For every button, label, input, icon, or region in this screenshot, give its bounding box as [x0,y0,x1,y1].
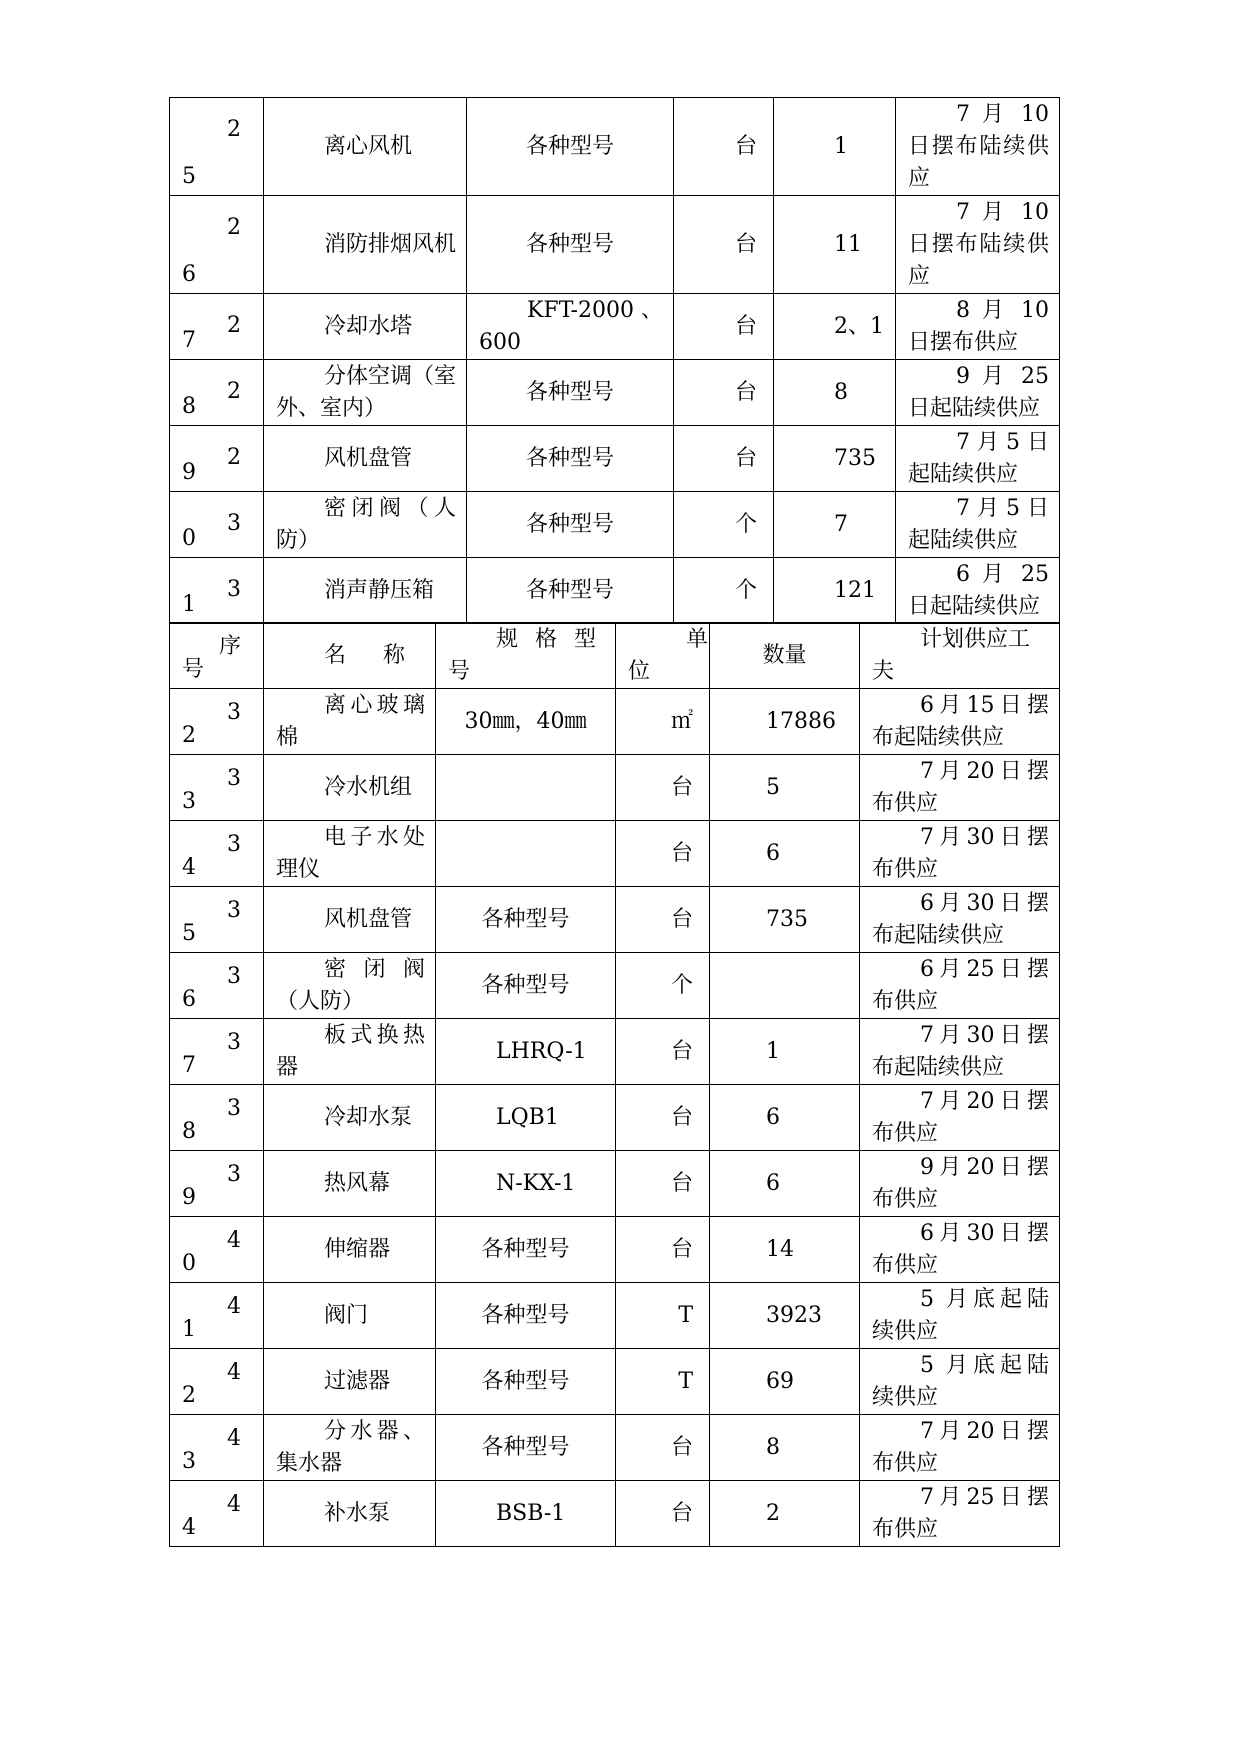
item-spec: BSB-1 [436,1481,616,1547]
item-name: 离心风机 [264,98,467,196]
item-name: 板式换热器 [264,1019,436,1085]
item-spec: 各种型号 [467,196,674,294]
item-qty: 17886 [710,689,860,755]
table-row [170,887,1060,953]
table-row [170,360,1060,426]
item-spec: N-KX-1 [436,1151,616,1217]
item-unit: ㎡ [616,689,710,755]
row-number [170,426,264,492]
item-qty: 6 [710,1151,860,1217]
item-qty: 5 [710,755,860,821]
item-name: 冷水机组 [264,755,436,821]
row-number [170,294,264,360]
header-seq-1: 序 [218,634,241,659]
supply-date: 6月30日摆布起陆续供应 [860,887,1060,953]
item-unit: 台 [616,1217,710,1283]
row-number-tens: 3 [227,700,241,725]
supply-date: 7月30日摆布起陆续供应 [860,1019,1060,1085]
table-row [170,1217,1060,1283]
item-name: 消防排烟风机 [264,196,467,294]
item-unit: T [616,1349,710,1415]
supply-date: 7月5日起陆续供应 [896,426,1060,492]
item-unit: 台 [616,1151,710,1217]
supply-date: 7 月 10 日摆布陆续供应 [896,98,1060,196]
row-number [170,360,264,426]
row-number-tens: 4 [227,1426,241,1451]
table-row [170,1283,1060,1349]
item-unit: 台 [674,196,774,294]
supply-date: 7月20日摆布供应 [860,1415,1060,1481]
item-qty: 14 [710,1217,860,1283]
item-qty: 3923 [710,1283,860,1349]
item-qty: 7 [774,492,896,558]
supply-date: 6月15日摆布起陆续供应 [860,689,1060,755]
row-number [170,1349,264,1415]
row-number-ones: 5 [182,164,196,189]
item-qty: 121 [774,558,896,624]
item-qty: 2、1 [774,294,896,360]
table-row [170,1415,1060,1481]
row-number-tens: 3 [227,766,241,791]
row-number-tens: 3 [227,832,241,857]
item-qty: 69 [710,1349,860,1415]
row-number-ones: 9 [182,460,196,485]
row-number-tens: 4 [227,1294,241,1319]
header-date: 计划供应工夫 [860,623,1060,689]
row-number [170,1481,264,1547]
item-unit: 个 [674,558,774,624]
table-row [170,294,1060,360]
table-row [170,821,1060,887]
item-name: 电子水处理仪 [264,821,436,887]
table-row [170,1085,1060,1151]
item-unit: 台 [616,887,710,953]
row-number-tens: 3 [227,1030,241,1055]
item-spec: 各种型号 [467,98,674,196]
row-number-tens: 3 [227,1162,241,1187]
row-number [170,953,264,1019]
item-name: 风机盘管 [264,887,436,953]
item-spec: 各种型号 [436,1217,616,1283]
row-number-ones: 1 [182,592,196,617]
item-unit: 台 [674,294,774,360]
row-number-ones: 9 [182,1185,196,1210]
item-spec: LHRQ-1 [436,1019,616,1085]
row-number [170,1019,264,1085]
row-number-ones: 6 [182,262,196,287]
table-row [170,426,1060,492]
row-number-ones: 0 [182,1251,196,1276]
row-number [170,1283,264,1349]
table-row [170,1019,1060,1085]
row-number-tens: 3 [227,577,241,602]
row-number-ones: 2 [182,1383,196,1408]
row-number-ones: 3 [182,1449,196,1474]
header-spec: 规 格 型号 [436,623,616,689]
table-row [170,558,1060,624]
row-number-ones: 4 [182,855,196,880]
item-qty: 8 [774,360,896,426]
item-name: 过滤器 [264,1349,436,1415]
row-number-tens: 2 [227,117,241,142]
item-spec: 各种型号 [467,492,674,558]
row-number-ones: 5 [182,921,196,946]
item-spec: 各种型号 [467,558,674,624]
table-row [170,98,1060,196]
row-number-tens: 4 [227,1360,241,1385]
row-number [170,492,264,558]
item-name: 风机盘管 [264,426,467,492]
row-number [170,196,264,294]
item-qty: 6 [710,821,860,887]
header-seq [170,623,264,689]
item-spec: 各种型号 [436,953,616,1019]
header-unit: 单位 [616,623,710,689]
row-number-tens: 4 [227,1228,241,1253]
row-number-tens: 3 [227,1096,241,1121]
item-unit: T [616,1283,710,1349]
item-unit: 个 [674,492,774,558]
item-name: 密闭阀（人防） [264,492,467,558]
row-number-ones: 8 [182,1119,196,1144]
item-spec: 各种型号 [436,1283,616,1349]
row-number-ones: 7 [182,1053,196,1078]
row-number-ones: 4 [182,1515,196,1540]
row-number [170,887,264,953]
item-unit: 台 [674,98,774,196]
item-spec: 30㎜，40㎜ [436,689,616,755]
equipment-table-lower [169,622,1060,1547]
item-qty: 1 [710,1019,860,1085]
item-name: 离心玻璃棉 [264,689,436,755]
item-unit: 台 [616,1481,710,1547]
item-unit: 台 [674,360,774,426]
supply-date: 7 月 10 日摆布陆续供应 [896,196,1060,294]
row-number-tens: 3 [227,898,241,923]
header-seq-2: 号 [182,657,205,682]
row-number-ones: 2 [182,723,196,748]
item-qty [710,953,860,1019]
supply-date: 7月25日摆布供应 [860,1481,1060,1547]
item-name: 分水器、集水器 [264,1415,436,1481]
table-row [170,755,1060,821]
item-name: 补水泵 [264,1481,436,1547]
row-number-tens: 3 [227,511,241,536]
item-qty: 6 [710,1085,860,1151]
row-number [170,98,264,196]
item-name: 密 闭 阀（人防） [264,953,436,1019]
item-unit: 台 [674,426,774,492]
item-spec [436,755,616,821]
item-unit: 个 [616,953,710,1019]
row-number-ones: 6 [182,987,196,1012]
item-qty: 735 [710,887,860,953]
item-qty: 735 [774,426,896,492]
row-number-tens: 2 [227,445,241,470]
item-spec: 各种型号 [436,1415,616,1481]
item-unit: 台 [616,1019,710,1085]
item-qty: 2 [710,1481,860,1547]
row-number [170,1151,264,1217]
item-unit: 台 [616,1085,710,1151]
row-number [170,689,264,755]
row-number-ones: 1 [182,1317,196,1342]
item-unit: 台 [616,1415,710,1481]
item-qty: 8 [710,1415,860,1481]
table-row [170,689,1060,755]
item-spec: 各种型号 [467,426,674,492]
supply-date: 7月20日摆布供应 [860,755,1060,821]
item-qty: 11 [774,196,896,294]
row-number-tens: 2 [227,379,241,404]
table-row [170,492,1060,558]
supply-date: 6月30日摆布供应 [860,1217,1060,1283]
item-spec: 各种型号 [436,1349,616,1415]
item-name: 分体空调（室外、室内） [264,360,467,426]
supply-date: 8 月 10 日摆布供应 [896,294,1060,360]
header-name: 名 称 [264,623,436,689]
row-number-ones: 3 [182,789,196,814]
item-name: 冷却水塔 [264,294,467,360]
supply-date: 5 月底起陆续供应 [860,1283,1060,1349]
row-number [170,558,264,624]
table-row [170,1151,1060,1217]
supply-date: 5 月底起陆续供应 [860,1349,1060,1415]
table-row [170,1481,1060,1547]
item-spec: LQB1 [436,1085,616,1151]
row-number-ones: 0 [182,526,196,551]
item-spec: KFT-2000 、600 [467,294,674,360]
table-row [170,196,1060,294]
row-number [170,1415,264,1481]
item-spec: 各种型号 [467,360,674,426]
supply-date: 9月20日摆布供应 [860,1151,1060,1217]
row-number-ones: 8 [182,394,196,419]
row-number-ones: 7 [182,328,196,353]
row-number-tens: 2 [227,215,241,240]
supply-date: 7月5日起陆续供应 [896,492,1060,558]
item-qty: 1 [774,98,896,196]
table-row [170,1349,1060,1415]
row-number [170,755,264,821]
supply-date: 7月20日摆布供应 [860,1085,1060,1151]
header-qty: 数量 [710,623,860,689]
item-name: 冷却水泵 [264,1085,436,1151]
row-number [170,1085,264,1151]
item-unit: 台 [616,821,710,887]
item-name: 伸缩器 [264,1217,436,1283]
row-number [170,1217,264,1283]
item-spec: 各种型号 [436,887,616,953]
table-header-row [170,623,1060,689]
equipment-table-upper [169,97,1060,624]
table-row [170,953,1060,1019]
item-spec [436,821,616,887]
row-number-tens: 2 [227,313,241,338]
supply-date: 7月30日摆布供应 [860,821,1060,887]
row-number-tens: 3 [227,964,241,989]
item-unit: 台 [616,755,710,821]
item-name: 阀门 [264,1283,436,1349]
row-number [170,821,264,887]
row-number-tens: 4 [227,1492,241,1517]
supply-date: 6 月 25 日起陆续供应 [896,558,1060,624]
supply-date: 6月25日摆布供应 [860,953,1060,1019]
item-name: 消声静压箱 [264,558,467,624]
supply-date: 9 月 25 日起陆续供应 [896,360,1060,426]
item-name: 热风幕 [264,1151,436,1217]
